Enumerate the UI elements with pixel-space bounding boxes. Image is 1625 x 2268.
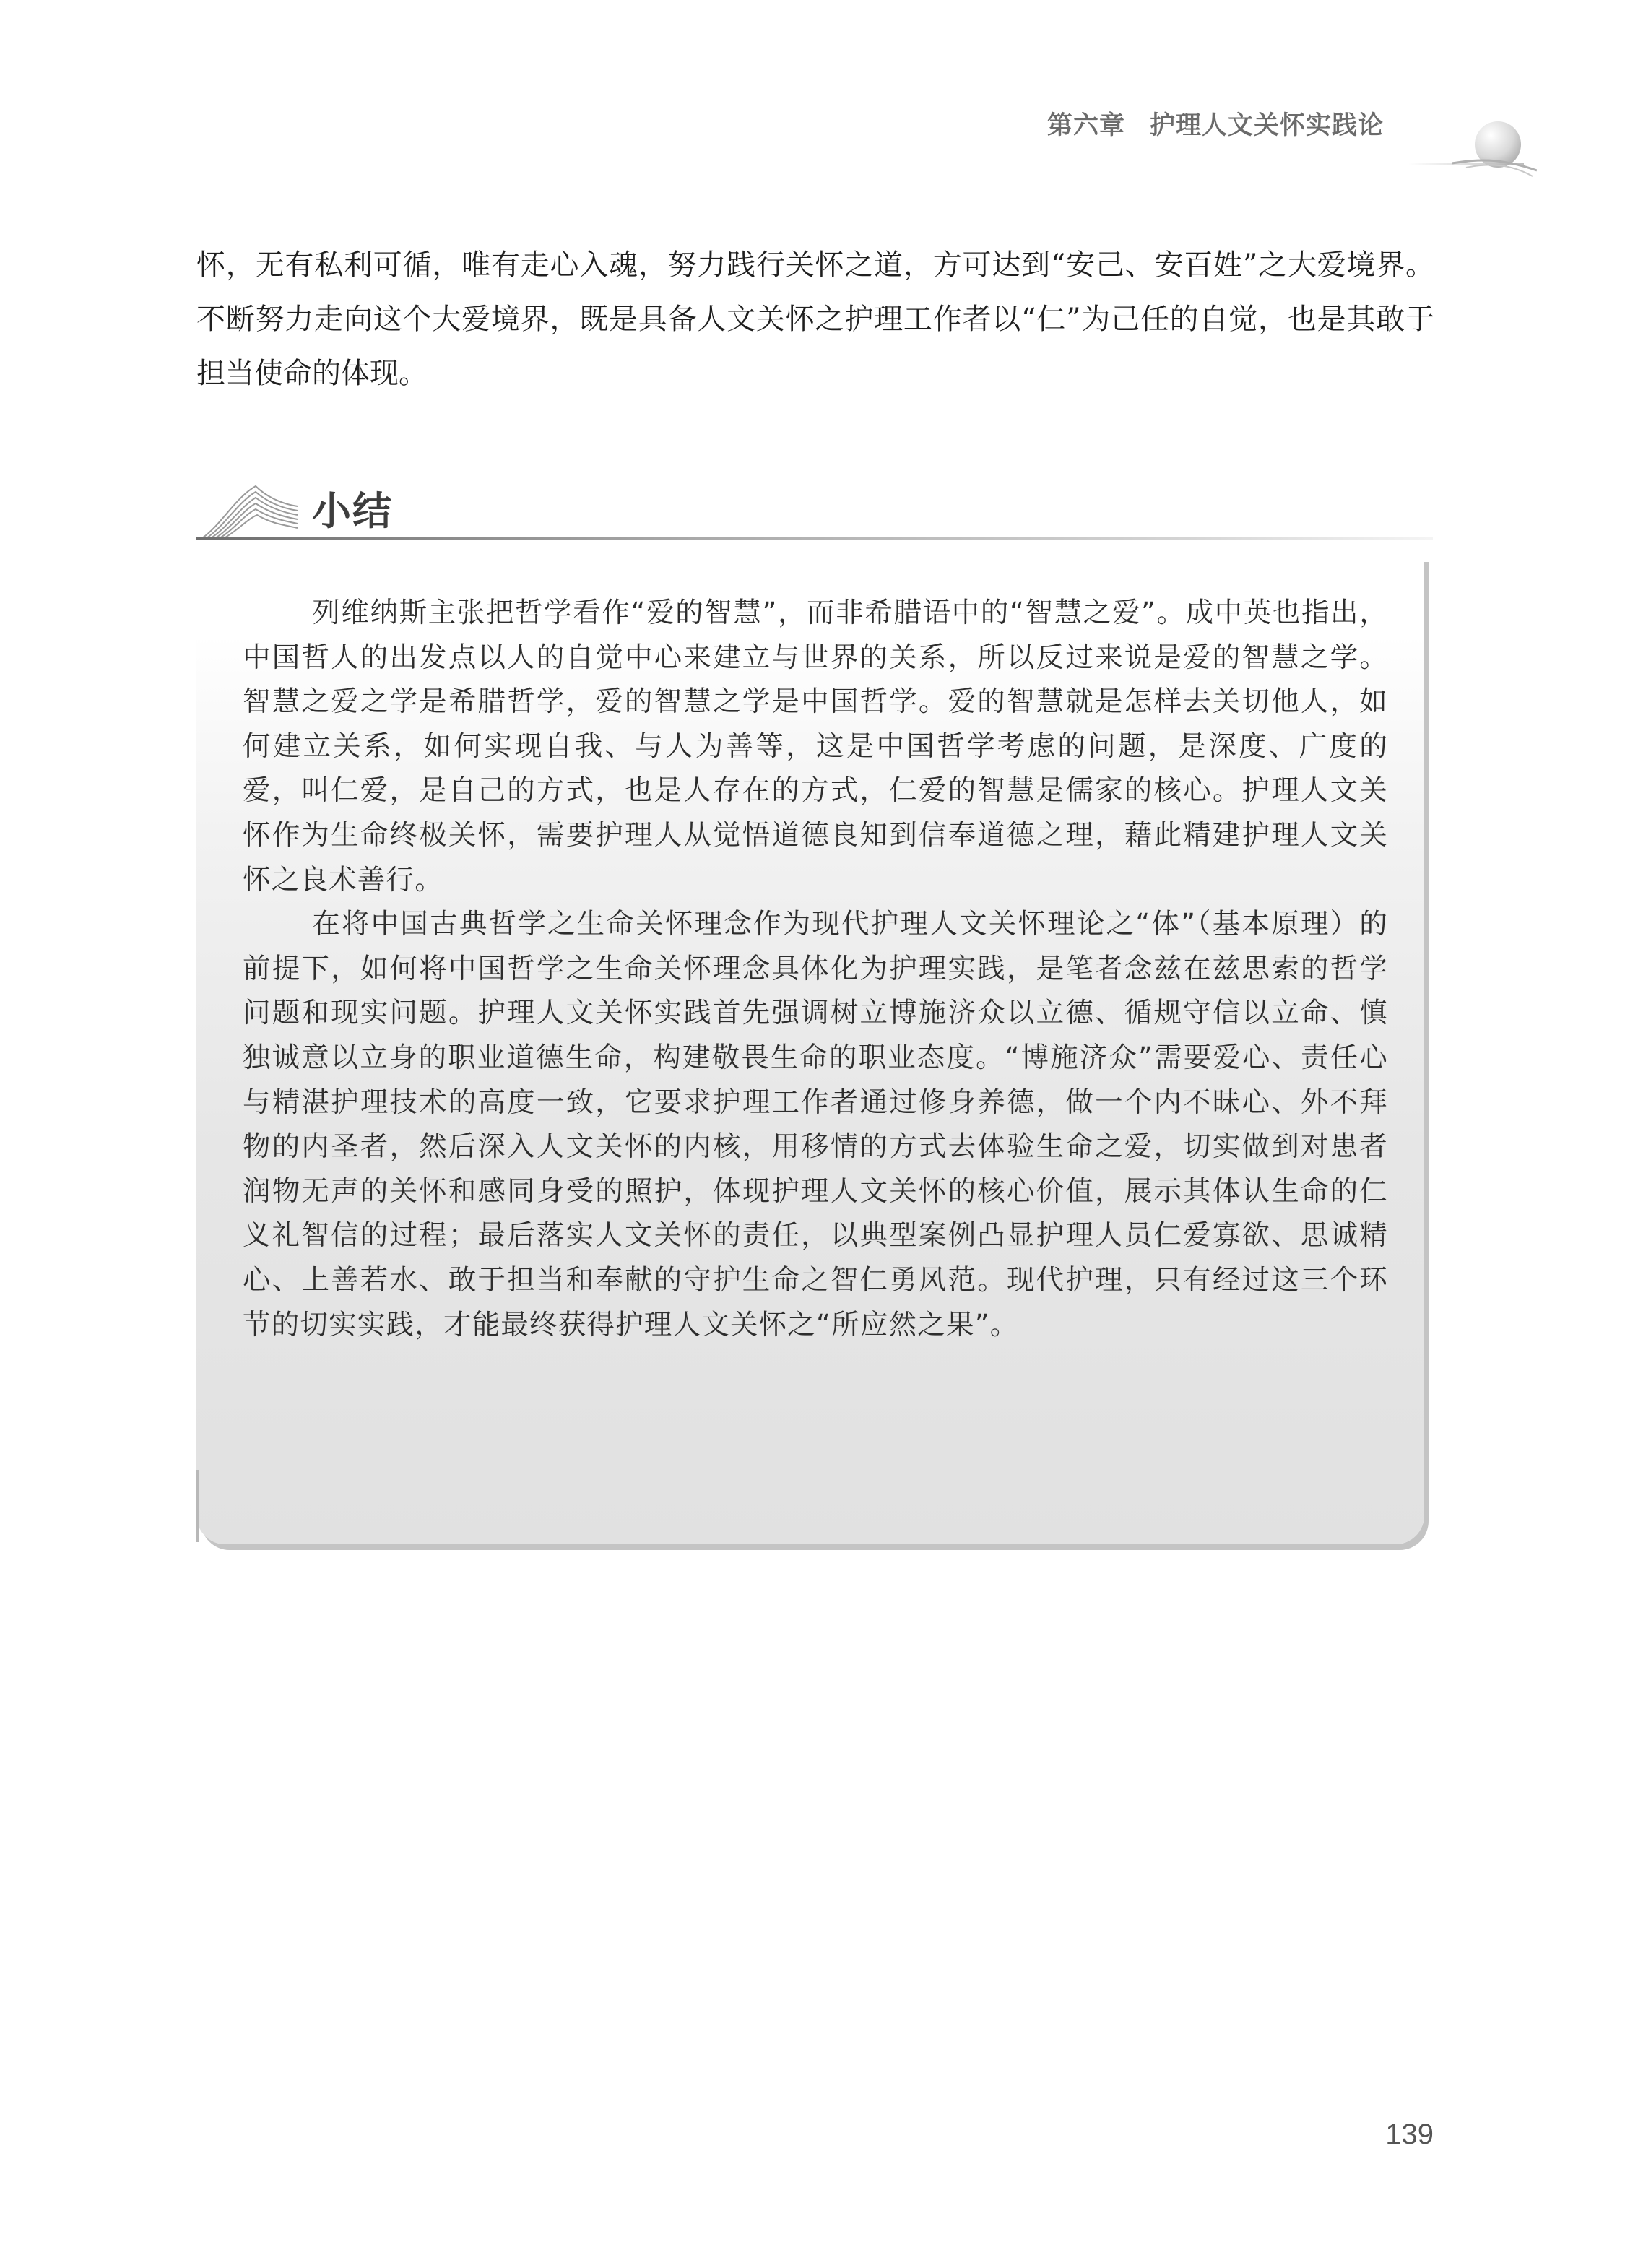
section-heading <box>196 466 1433 545</box>
summary-paragraph: 在将中国古典哲学之生命关怀理念作为现代护理人文关怀理论之“体”（基本原理）的前提下，如何将中国哲学之生命关怀理念具体化为护理实践，是笔者念兹在兹思索的哲学问题和现实问题。护理人文关怀实践首先强调树立博施济众以立德、循规守信以立命、慎独诚意以立身的职业道德生命，构建敬畏生命的职业态度。“博施济众”需要爱心、责任心与精湛护理技术的高度一致，它要求护理工作者通过修身养德，做一个内不昧心、外不拜物的内圣者，然后深入人文关怀的内核，用移情的方式去体验生命之爱，切实做到对患者润物无声的关怀和感同身受的照护，体现护理人文关怀的核心价值，展示其体认生命的仁义礼智信的过程；最后落实人文关怀的责任，以典型案例凸显护理人员仁爱寡欲、思诚精心、上善若水、敢于担当和奉献的守护生命之智仁勇风范。现代护理，只有经过这三个环节的切实实践，才能最终获得护理人文关怀之“所应然之果”。 <box>243 908 1388 1341</box>
moon-orb-icon <box>1452 116 1537 181</box>
chapter-title: 护理人文关怀实践论 <box>1150 111 1384 140</box>
intro-text: 怀，无有私利可循，唯有走心入魂，努力践行关怀之道，方可达到“安己、安百姓”之大爱境界。不断努力走向这个大爱境界，既是具备人文关怀之护理工作者以“仁”为己任的自觉，也是其敢于担当使命的体现。 <box>196 248 1434 390</box>
chapter-number: 第六章 <box>1047 111 1126 140</box>
section-title: 小结 <box>312 488 393 534</box>
section-rule <box>196 537 1433 540</box>
mountain-lines-icon <box>199 482 299 541</box>
page-number: 139 <box>1385 2118 1434 2150</box>
running-header <box>1047 105 1452 149</box>
intro-paragraph <box>196 238 1434 401</box>
summary-paragraph: 列维纳斯主张把哲学看作“爱的智慧”，而非希腊语中的“智慧之爱”。成中英也指出，中国哲人的出发点以人的自觉中心来建立与世界的关系，所以反过来说是爱的智慧之学。智慧之爱之学是希腊哲学，爱的智慧之学是中国哲学。爱的智慧就是怎样去关切他人，如何建立关系，如何实现自我、与人为善等，这是中国哲学考虑的问题，是深度、广度的爱，叫仁爱，是自己的方式，也是人存在的方式，仁爱的智慧是儒家的核心。护理人文关怀作为生命终极关怀，需要护理人从觉悟道德良知到信奉道德之理，藉此精建护理人文关怀之良术善行。 <box>243 597 1388 896</box>
summary-content <box>243 591 1388 1347</box>
summary-box-edge <box>196 1470 199 1542</box>
